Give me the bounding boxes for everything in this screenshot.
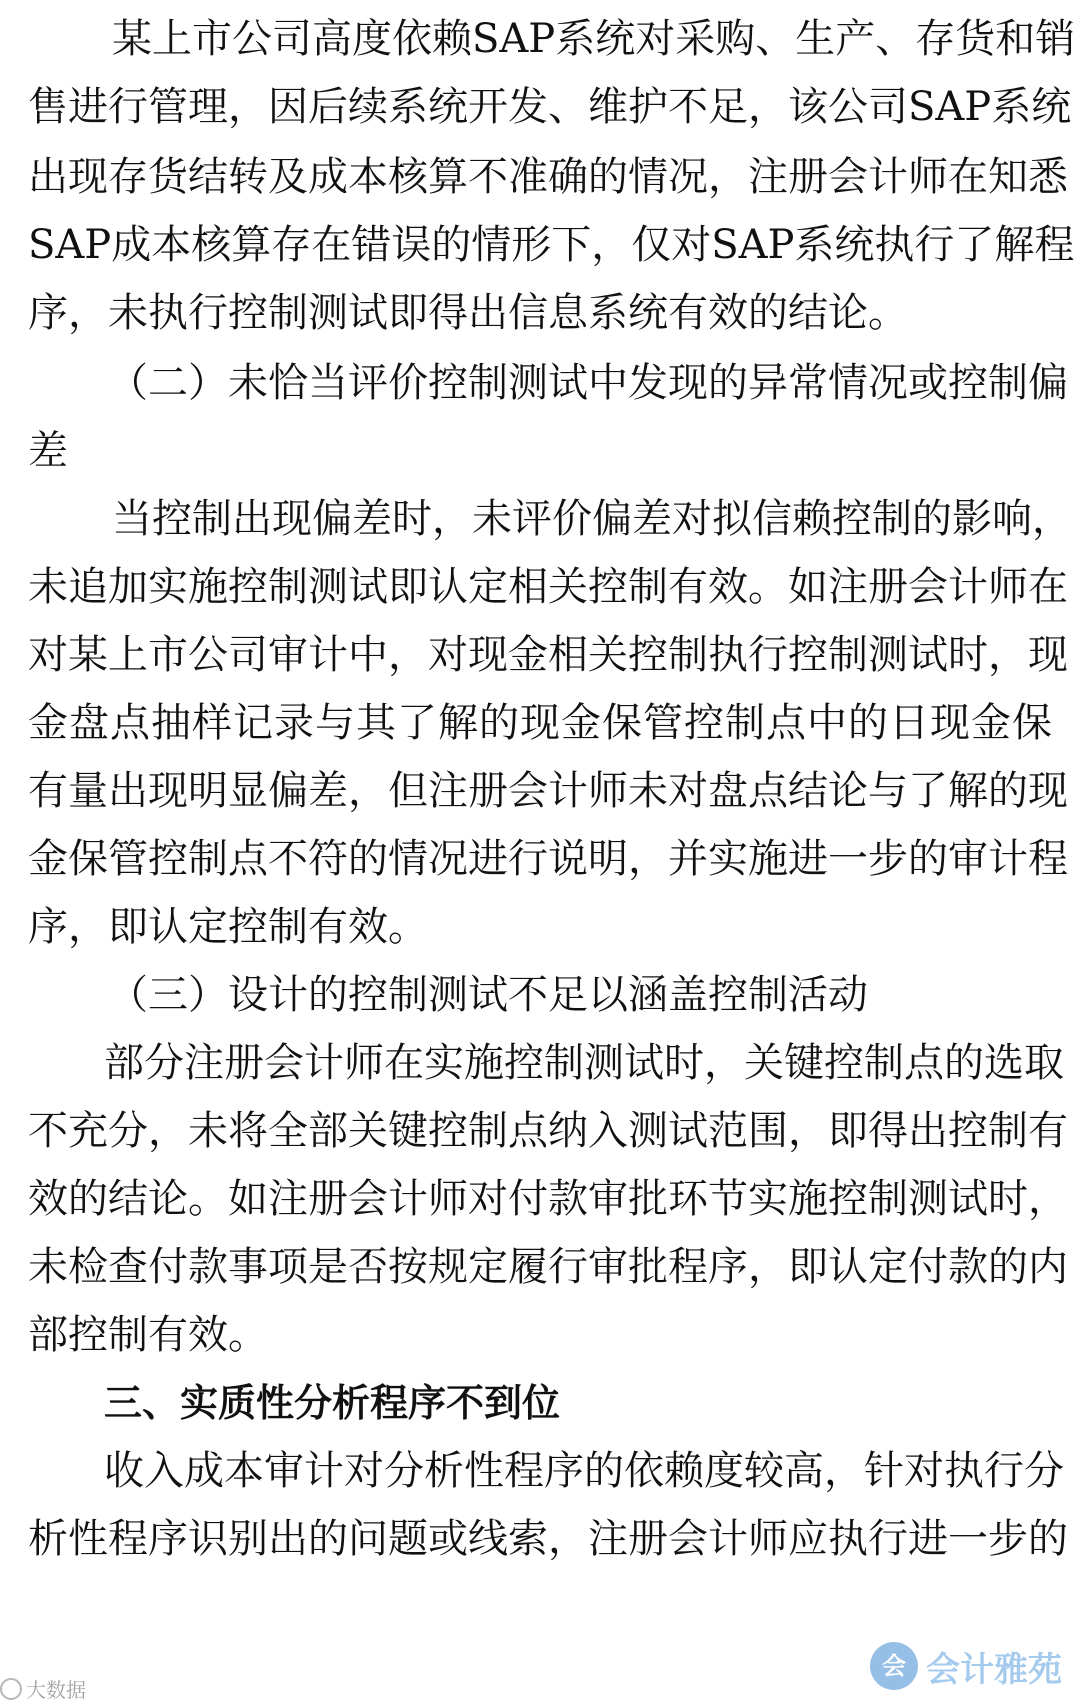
paragraph-line: 出现存货结转及成本核算不准确的情况，注册会计师在知悉 xyxy=(28,154,1068,200)
paragraph-line: 未检查付款事项是否按规定履行审批程序，即认定付款的内 xyxy=(28,1244,1068,1290)
paragraph-line: 有量出现明显偏差，但注册会计师未对盘点结论与了解的现 xyxy=(28,768,1068,814)
subsection-heading: （三）设计的控制测试不足以涵盖控制活动 xyxy=(108,972,868,1018)
watermark-right xyxy=(870,1633,1062,1699)
paragraph-line: SAP成本核算存在错误的情形下，仅对SAP系统执行了解程 xyxy=(28,222,1075,268)
watermark-left-text: 大数据 xyxy=(26,1678,86,1702)
paragraph-line: 对某上市公司审计中，对现金相关控制执行控制测试时，现 xyxy=(28,632,1068,678)
watermark-logo-icon: 会 xyxy=(870,1642,918,1690)
subsection-heading: （二）未恰当评价控制测试中发现的异常情况或控制偏 xyxy=(108,360,1068,406)
paragraph-line: 析性程序识别出的问题或线索，注册会计师应执行进一步的 xyxy=(28,1516,1068,1562)
paragraph-line: 售进行管理，因后续系统开发、维护不足，该公司SAP系统 xyxy=(28,84,1072,130)
paragraph-line: 金保管控制点不符的情况进行说明，并实施进一步的审计程 xyxy=(28,836,1068,882)
paragraph-line: 效的结论。如注册会计师对付款审批环节实施控制测试时， xyxy=(28,1176,1068,1222)
paragraph-line: 序，即认定控制有效。 xyxy=(28,904,428,950)
paragraph-line: 部控制有效。 xyxy=(28,1312,268,1358)
watermark-left-icon xyxy=(0,1678,22,1700)
paragraph-line: 序，未执行控制测试即得出信息系统有效的结论。 xyxy=(28,290,908,336)
paragraph-line: 金盘点抽样记录与其了解的现金保管控制点中的日现金保 xyxy=(28,700,1052,746)
watermark-left xyxy=(0,1674,86,1703)
paragraph-line: 不充分，未将全部关键控制点纳入测试范围，即得出控制有 xyxy=(28,1108,1068,1154)
paragraph-line: 某上市公司高度依赖SAP系统对采购、生产、存货和销 xyxy=(112,16,1076,62)
subsection-heading-continued: 差 xyxy=(28,428,68,474)
section-heading: 三、实质性分析程序不到位 xyxy=(104,1381,561,1425)
paragraph-line: 部分注册会计师在实施控制测试时，关键控制点的选取 xyxy=(104,1040,1064,1086)
paragraph-line: 收入成本审计对分析性程序的依赖度较高，针对执行分 xyxy=(104,1448,1064,1494)
paragraph-line: 当控制出现偏差时，未评价偏差对拟信赖控制的影响， xyxy=(112,496,1072,542)
watermark-text: 会计雅苑 xyxy=(926,1649,1062,1690)
paragraph-line: 未追加实施控制测试即认定相关控制有效。如注册会计师在 xyxy=(28,564,1068,610)
